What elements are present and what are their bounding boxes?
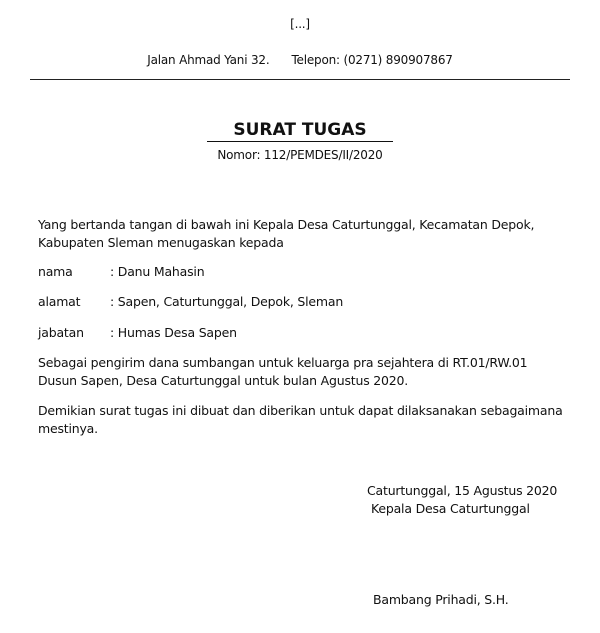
document-number: Nomor: 112/PEMDES/II/2020	[217, 148, 383, 162]
signature-place-date: Caturtunggal, 15 Agustus 2020	[367, 483, 558, 498]
purpose-paragraph: Sebagai pengirim dana sumbangan untuk keluarga pra sejahtera di RT.01/RW.01 Dusun Sapen, Desa Caturtunggal untuk bulan Agustus 2020.	[38, 355, 528, 388]
document-title-block	[0, 120, 600, 142]
field-value-address: : Sapen, Caturtunggal, Depok, Sleman	[110, 294, 344, 309]
header-ellipsis: [...]	[290, 17, 310, 31]
field-value-name: : Danu Mahasin	[110, 264, 205, 279]
intro-paragraph: Yang bertanda tangan di bawah ini Kepala Desa Caturtunggal, Kecamatan Depok, Kabupaten Sleman menugaskan kepada	[38, 217, 535, 250]
signature-position: Kepala Desa Caturtunggal	[371, 501, 530, 516]
letterhead-divider	[30, 79, 570, 80]
field-label-position: jabatan	[38, 325, 84, 340]
field-value-position: : Humas Desa Sapen	[110, 325, 237, 340]
signature-name: Bambang Prihadi, S.H.	[373, 592, 509, 607]
letterhead-address: Jalan Ahmad Yani 32.	[147, 53, 270, 67]
field-label-name: nama	[38, 264, 73, 279]
closing-paragraph: Demikian surat tugas ini dibuat dan diberikan untuk dapat dilaksanakan sebagaimana mestinya.	[38, 403, 563, 436]
letterhead-phone: Telepon: (0271) 890907867	[291, 53, 453, 67]
letterhead-address-line	[0, 53, 600, 67]
document-title: SURAT TUGAS	[207, 120, 392, 142]
field-label-address: alamat	[38, 294, 81, 309]
